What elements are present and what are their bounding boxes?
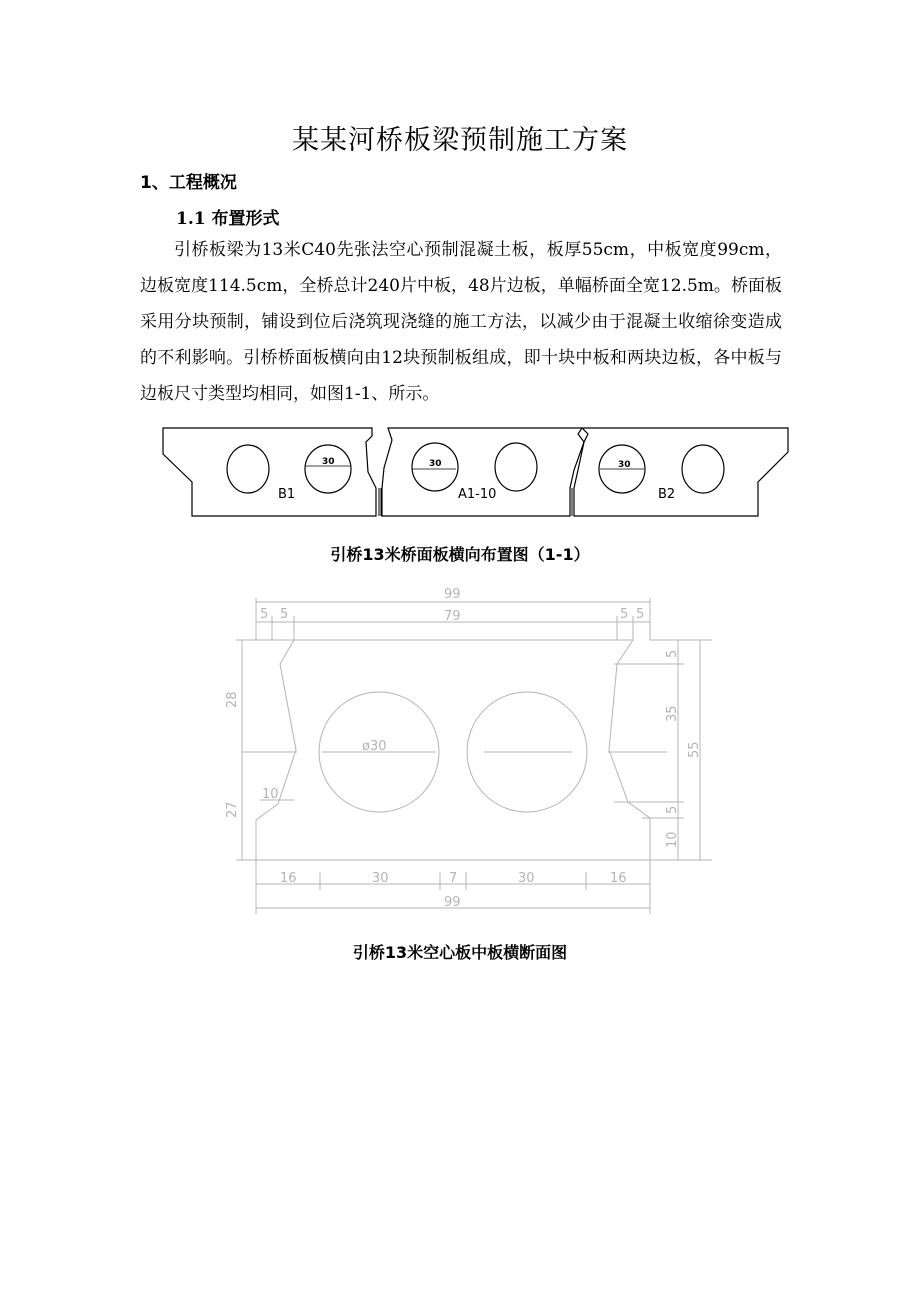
dim-top-inner: 79 [444,609,461,624]
dim-left-upper: 28 [225,691,240,708]
slab-label-a1-10: A1-10 [458,487,497,502]
b2-hole-dimension: 30 [618,460,631,470]
dim-bottom-right: 16 [610,871,627,886]
slab-label-b2: B2 [658,487,676,502]
dim-right-middle: 35 [665,705,680,722]
b2-hole-right [682,445,724,493]
edge-slab-b2-outline [574,428,788,516]
body-paragraph: 引桥板梁为13米C40先张法空心预制混凝土板，板厚55cm，中板宽度99cm，边板宽度114.5cm，全桥总计240片中板，48片边板，单幅桥面全宽12.5m。桥面板采用分块预制，铺设到位后浇筑现浇缝的施工方法，以减少由于混凝土收缩徐变造成的不利影响。引桥桥面板横向由12块预制板组成，即十块中板和两块边板，各中板与边板尺寸类型均相同，如图1-1、所示。 [140,240,782,404]
dim-bottom-web: 7 [449,871,458,886]
section-outline [256,640,650,860]
dim-left-lower: 27 [225,801,240,818]
b1-hole-dimension: 30 [322,457,335,467]
slab-cross-section-diagram [222,582,716,918]
dim-top-left-a: 5 [260,607,269,622]
dim-right-mid-low: 5 [665,805,680,814]
dim-bottom-hole-left: 30 [372,871,389,886]
b1-hole-right [305,445,351,493]
dim-key-width: 10 [262,787,279,802]
b1-hole-left [227,445,269,493]
slab-label-b1: B1 [278,487,296,502]
dim-bottom-overall: 99 [444,895,461,910]
section-heading: 1、工程概况 [140,173,237,193]
edge-slab-b1-outline [163,428,376,516]
dim-right-bottom: 10 [665,831,680,848]
subsection-heading: 1.1 布置形式 [176,209,280,229]
dim-top-overall: 99 [444,587,461,602]
slab-layout-diagram [160,422,794,522]
dim-top-left-b: 5 [280,607,289,622]
a-hole-right [495,443,537,491]
document-title: 某某河桥板梁预制施工方案 [292,125,628,156]
dim-bottom-hole-right: 30 [518,871,535,886]
dim-top-right-a: 5 [620,607,629,622]
figure2-caption: 引桥13米空心板中板横断面图 [352,943,568,962]
dim-top-right-b: 5 [636,607,645,622]
figure1-caption: 引桥13米桥面板横向布置图（1-1） [330,545,590,564]
dim-right-top: 5 [665,649,680,658]
dim-hole-diameter: ø30 [362,739,387,754]
a-hole-dimension: 30 [429,459,442,469]
dim-bottom-left: 16 [280,871,297,886]
dim-right-total: 55 [687,741,702,758]
